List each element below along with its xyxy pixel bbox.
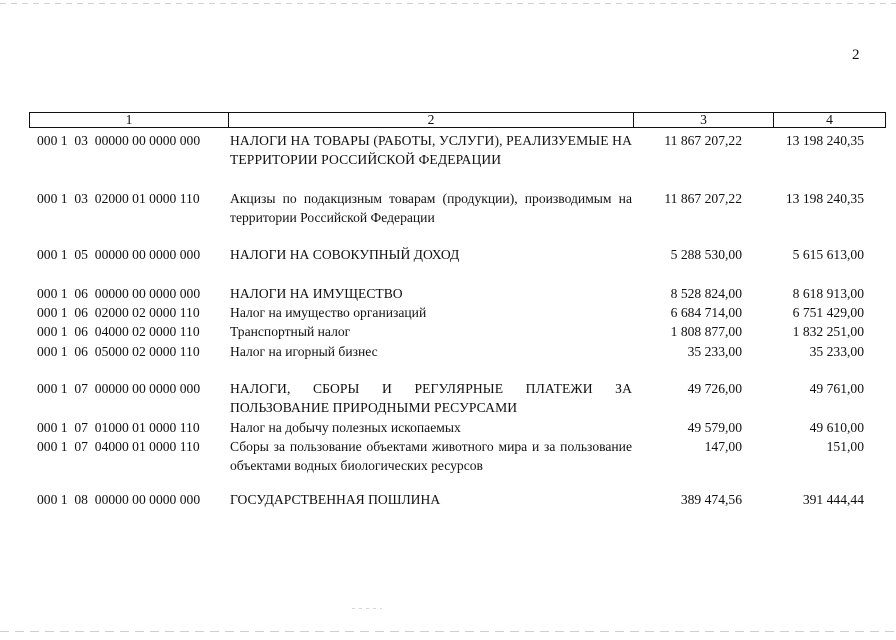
scan-top-edge [0, 3, 896, 4]
scan-bottom-edge [0, 631, 896, 632]
value-col-3: 35 233,00 [687, 344, 742, 359]
header-col-1: 1 [30, 113, 229, 127]
value-col-4: 35 233,00 [809, 344, 864, 359]
revenue-name: Налог на имущество организаций [230, 305, 427, 320]
budget-code: 000 1 06 00000 00 0000 000 [37, 286, 201, 301]
revenue-name: НАЛОГИ НА ИМУЩЕСТВО [230, 286, 403, 301]
revenue-name: Акцизы по подакцизным товарам (продукции), производимым на территории Российской Федерации [230, 191, 632, 225]
budget-code: 000 1 05 00000 00 0000 000 [37, 247, 201, 262]
budget-code: 000 1 07 04000 01 0000 110 [37, 439, 200, 454]
value-col-4: 5 615 613,00 [792, 247, 864, 262]
value-col-3: 5 288 530,00 [670, 247, 742, 262]
budget-code: 000 1 07 01000 01 0000 110 [37, 420, 200, 435]
header-col-3: 3 [634, 113, 774, 127]
budget-code: 000 1 08 00000 00 0000 000 [37, 492, 201, 507]
value-col-4: 151,00 [826, 439, 864, 454]
budget-code: 000 1 03 02000 01 0000 110 [37, 191, 200, 206]
value-col-4: 49 610,00 [809, 420, 864, 435]
page-number: 2 [852, 47, 860, 63]
value-col-3: 11 867 207,22 [664, 191, 742, 206]
revenue-name: Налог на игорный бизнес [230, 344, 378, 359]
value-col-3: 49 726,00 [687, 381, 742, 396]
budget-code: 000 1 07 00000 00 0000 000 [37, 381, 201, 396]
value-col-3: 11 867 207,22 [664, 133, 742, 148]
value-col-4: 391 444,44 [802, 492, 864, 507]
budget-code: 000 1 06 04000 02 0000 110 [37, 324, 200, 339]
value-col-3: 147,00 [704, 439, 742, 454]
value-col-4: 8 618 913,00 [792, 286, 864, 301]
revenue-name: НАЛОГИ НА ТОВАРЫ (РАБОТЫ, УСЛУГИ), РЕАЛИЗУЕМЫЕ НА ТЕРРИТОРИИ РОССИЙСКОЙ ФЕДЕРАЦИИ [230, 133, 632, 167]
revenue-name: ГОСУДАРСТВЕННАЯ ПОШЛИНА [230, 492, 441, 507]
value-col-4: 13 198 240,35 [785, 133, 864, 148]
budget-code: 000 1 03 00000 00 0000 000 [37, 133, 201, 148]
value-col-3: 6 684 714,00 [670, 305, 742, 320]
scan-artifact [352, 608, 382, 609]
revenue-name: НАЛОГИ, СБОРЫ И РЕГУЛЯРНЫЕ ПЛАТЕЖИ ЗА ПОЛЬЗОВАНИЕ ПРИРОДНЫМИ РЕСУРСАМИ [230, 381, 632, 415]
revenue-name: Сборы за пользование объектами животного мира и за пользование объектами водных биологических ресурсов [230, 439, 632, 473]
value-col-3: 8 528 824,00 [670, 286, 742, 301]
revenue-name: Налог на добычу полезных ископаемых [230, 420, 461, 435]
budget-code: 000 1 06 05000 02 0000 110 [37, 344, 200, 359]
value-col-4: 13 198 240,35 [785, 191, 864, 206]
budget-code: 000 1 06 02000 02 0000 110 [37, 305, 200, 320]
value-col-4: 1 832 251,00 [792, 324, 864, 339]
value-col-3: 1 808 877,00 [670, 324, 742, 339]
table-header [29, 112, 886, 128]
value-col-3: 389 474,56 [680, 492, 742, 507]
value-col-4: 49 761,00 [809, 381, 864, 396]
value-col-3: 49 579,00 [687, 420, 742, 435]
header-col-4: 4 [826, 112, 833, 127]
revenue-name: Транспортный налог [230, 324, 351, 339]
header-col-2: 2 [229, 113, 634, 127]
revenue-name: НАЛОГИ НА СОВОКУПНЫЙ ДОХОД [230, 247, 460, 262]
value-col-4: 6 751 429,00 [792, 305, 864, 320]
